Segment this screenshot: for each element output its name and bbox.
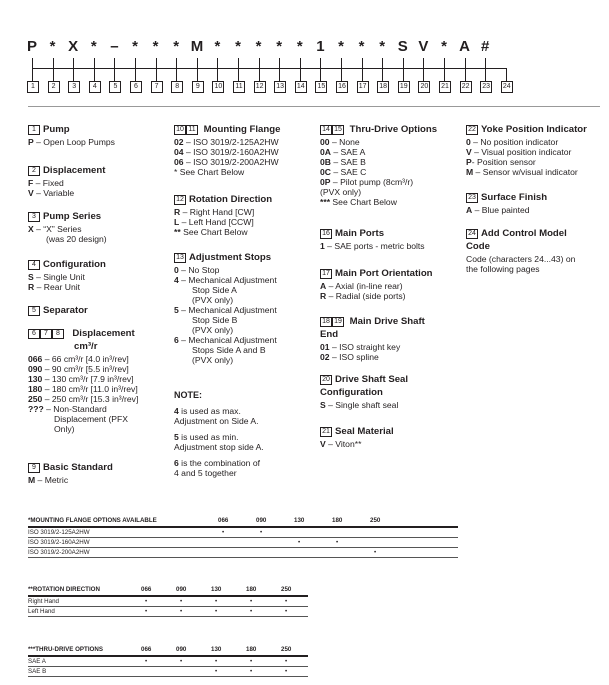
table-row-rule	[28, 557, 458, 558]
code-tick	[320, 68, 321, 81]
position-number-box: 23	[480, 81, 492, 93]
availability-dot: •	[145, 608, 148, 615]
table-row-label: SAE A	[28, 658, 46, 665]
position-number-box: 9	[192, 81, 204, 93]
section-port-orientation: 17 Main Port Orientation A – Axial (in-line rear) R – Radial (side ports)	[320, 268, 433, 301]
availability-dot: •	[374, 549, 377, 556]
code-tick	[156, 58, 157, 68]
code-tick	[382, 68, 383, 81]
position-number-box: 17	[357, 81, 369, 93]
code-tick	[341, 68, 342, 81]
position-number-box: 11	[233, 81, 245, 93]
availability-dot: •	[285, 598, 288, 605]
code-tick	[197, 68, 198, 81]
table-column-header: 180	[246, 586, 257, 593]
model-code-char: –	[110, 38, 119, 55]
code-tick	[176, 58, 177, 68]
table-header	[28, 585, 308, 594]
position-number-box: 15	[315, 81, 327, 93]
table-row-label: ISO 3019/2-160A2HW	[28, 539, 90, 546]
table-column-header: 066	[141, 586, 152, 593]
section-surface-finish: 23 Surface Finish A – Blue painted	[466, 192, 548, 215]
availability-dot: •	[145, 598, 148, 605]
code-tick	[423, 58, 424, 68]
availability-dot: •	[285, 608, 288, 615]
divider	[28, 106, 600, 107]
model-code-char: *	[379, 38, 386, 55]
position-number-box: 21	[439, 81, 451, 93]
position-number-box: 12	[254, 81, 266, 93]
table-header	[28, 645, 308, 654]
section-shaft-seal: 20 Drive Shaft Seal Configuration S – Single shaft seal	[320, 374, 409, 410]
position-number-box: 7	[151, 81, 163, 93]
table-header	[28, 516, 458, 525]
code-tick	[156, 68, 157, 81]
code-tick	[362, 58, 363, 68]
table-row-label: ISO 3019/2-200A2HW	[28, 549, 90, 556]
position-number-box: 5	[109, 81, 121, 93]
model-code-char: *	[276, 38, 283, 55]
availability-dot: •	[250, 658, 253, 665]
table-column-header: 066	[141, 646, 152, 653]
model-code-char: #	[481, 38, 490, 55]
table-row	[28, 667, 308, 676]
code-tick	[341, 58, 342, 68]
position-number-box: 14	[295, 81, 307, 93]
table-row	[28, 548, 458, 557]
position-number-box: 22	[460, 81, 472, 93]
section-thru-drive: 14 15 Thru-Drive Options 00 – None 0A – SAE A 0B – SAE B 0C – SAE C 0P – Pilot pump (8cm³/r) (PVX only) *** See Chart Below	[320, 124, 438, 207]
table-row-label: ISO 3019/2-125A2HW	[28, 529, 90, 536]
position-number-box: 24	[501, 81, 513, 93]
availability-dot: •	[336, 539, 339, 546]
model-code-char: *	[152, 38, 159, 55]
availability-dot: •	[215, 658, 218, 665]
table-title: **ROTATION DIRECTION	[28, 586, 100, 593]
section-mounting-flange: 10 11 Mounting Flange 02 – ISO 3019/2-125A2HW 04 – ISO 3019/2-160A2HW 06 – ISO 3019/2-200A2HW * See Chart Below	[174, 124, 281, 177]
code-tick	[279, 68, 280, 81]
availability-dot: •	[260, 529, 263, 536]
table-row-label: Left Hand	[28, 608, 55, 615]
section-adjustment-stops: 13 Adjustment Stops 0 – No Stop 4 – Mechanical Adjustment Stop Side A (PVX only) 5 – Mechanical Adjustment Stop Side B (PVX only) 6 – Mechanical Adjustment Stops Side A and B (PVX only)	[174, 252, 277, 365]
availability-dot: •	[250, 598, 253, 605]
code-tick	[32, 58, 33, 68]
code-tick	[197, 58, 198, 68]
code-tick	[279, 58, 280, 68]
table-column-header: 250	[370, 517, 381, 524]
code-tick	[403, 68, 404, 81]
code-tick	[94, 58, 95, 68]
code-tick	[382, 58, 383, 68]
code-tick	[53, 68, 54, 81]
code-tick	[73, 58, 74, 68]
model-code-char: *	[214, 38, 221, 55]
code-tick	[259, 68, 260, 81]
code-tick	[217, 58, 218, 68]
section-control-code: 24 Add Control Model Code Code (characters 24...43) on the following pages	[466, 228, 576, 274]
code-tick	[506, 68, 507, 81]
code-tick	[403, 58, 404, 68]
table-row-label: Right Hand	[28, 598, 59, 605]
availability-dot: •	[180, 658, 183, 665]
model-code-char: *	[441, 38, 447, 55]
table-column-header: 130	[294, 517, 305, 524]
section-basic-standard: 9 Basic Standard M – Metric	[28, 462, 113, 485]
code-tick	[135, 58, 136, 68]
position-number-box: 10	[212, 81, 224, 93]
model-code-char: *	[235, 38, 241, 55]
table-column-header: 090	[256, 517, 267, 524]
availability-dot: •	[215, 598, 218, 605]
code-tick	[135, 68, 136, 81]
position-number-box: 20	[418, 81, 430, 93]
table-column-header: 130	[211, 646, 222, 653]
table-mounting-flange	[28, 516, 458, 566]
model-code-char: M	[190, 38, 204, 55]
code-tick	[465, 58, 466, 68]
section-pump: 1 Pump P – Open Loop Pumps	[28, 124, 115, 147]
table-title: *MOUNTING FLANGE OPTIONS AVAILABLE	[28, 517, 157, 524]
availability-dot: •	[180, 598, 183, 605]
code-tick	[238, 58, 239, 68]
table-thru-drive	[28, 645, 308, 685]
availability-dot: •	[180, 608, 183, 615]
position-number-box: 3	[68, 81, 80, 93]
section-yoke: 22 Yoke Position Indicator 0 – No position indicator V – Visual position indicator P- Position sensor M – Sensor w/visual indicator	[466, 124, 587, 177]
section-displacement-cm: 6 7 8 Displacement cm³/r 066 – 66 cm³/r [4.0 in³/rev] 090 – 90 cm³/r [5.5 in³/rev] 130 – 130 cm³/r [7.9 in³/rev] 180 – 180 cm³/r [11.0 in³/rev] 250 – 250 cm³/r [15.3 in³/rev] ??? – Non-Standard Displacement (PFX Only)	[28, 328, 139, 434]
position-number-box: 4	[89, 81, 101, 93]
availability-dot: •	[215, 608, 218, 615]
model-code-char: P	[26, 38, 37, 55]
table-column-header: 180	[332, 517, 343, 524]
position-number-box: 6	[130, 81, 142, 93]
table-row	[28, 597, 308, 606]
table-row	[28, 657, 308, 666]
table-row	[28, 528, 458, 537]
section-seal-material: 21 Seal Material V – Viton**	[320, 426, 394, 449]
code-tick	[423, 68, 424, 81]
code-tick	[176, 68, 177, 81]
availability-dot: •	[298, 539, 301, 546]
position-number-box: 8	[171, 81, 183, 93]
model-code-char: *	[255, 38, 262, 55]
table-row	[28, 538, 458, 547]
model-code-char: *	[49, 38, 56, 55]
table-column-header: 180	[246, 646, 257, 653]
availability-dot: •	[215, 668, 218, 675]
model-code-char: *	[358, 38, 365, 55]
code-tick	[114, 68, 115, 81]
model-code-char: *	[132, 38, 138, 55]
model-code-char: S	[397, 38, 408, 55]
table-row-rule	[28, 616, 308, 617]
code-tick	[485, 58, 486, 68]
code-tick	[444, 68, 445, 81]
availability-dot: •	[285, 658, 288, 665]
code-tick	[300, 58, 301, 68]
availability-dot: •	[250, 608, 253, 615]
section-rotation: 12 Rotation Direction R – Right Hand [CW] L – Left Hand [CCW] ** See Chart Below	[174, 194, 273, 237]
model-code-char: X	[68, 38, 79, 55]
code-tick	[362, 68, 363, 81]
section-note: NOTE: 4 is used as max. Adjustment on Side A. 5 is used as min. Adjustment stop side A. 6 is the combination of 4 and 5 together	[174, 390, 264, 478]
table-column-header: 130	[211, 586, 222, 593]
code-tick	[53, 58, 54, 68]
table-column-header: 066	[218, 517, 229, 524]
position-number-box: 13	[274, 81, 286, 93]
section-displacement: 2 Displacement F – Fixed V – Variable	[28, 165, 106, 198]
code-tick	[114, 58, 115, 68]
code-tick	[485, 68, 486, 81]
availability-dot: •	[222, 529, 225, 536]
table-column-header: 090	[176, 646, 187, 653]
table-row-label: SAE B	[28, 668, 47, 675]
table-column-header: 250	[281, 586, 292, 593]
section-configuration: 4 Configuration S – Single Unit R – Rear Unit	[28, 259, 106, 292]
model-code-char: *	[173, 38, 180, 55]
model-code-char: V	[418, 38, 429, 55]
section-separator: 5 Separator	[28, 305, 168, 318]
model-code-char: A	[459, 38, 471, 55]
model-code-char: *	[90, 38, 97, 55]
code-tick	[300, 68, 301, 81]
position-number-box: 19	[398, 81, 410, 93]
section-drive-shaft: 18 19 Main Drive Shaft End 01 – ISO straight key 02 – ISO spline	[320, 316, 425, 362]
section-pump-series: 3 Pump Series X – “X” Series (was 20 design)	[28, 211, 107, 244]
position-number-box: 18	[377, 81, 389, 93]
table-column-header: 090	[176, 586, 187, 593]
table-row	[28, 607, 308, 616]
code-tick	[465, 68, 466, 81]
code-tick	[94, 68, 95, 81]
table-column-header: 250	[281, 646, 292, 653]
code-tick	[444, 58, 445, 68]
table-rotation-direction	[28, 585, 308, 625]
availability-dot: •	[285, 668, 288, 675]
code-tick	[320, 58, 321, 68]
availability-dot: •	[250, 668, 253, 675]
model-code-char: *	[338, 38, 344, 55]
code-tick	[238, 68, 239, 81]
position-number-box: 2	[48, 81, 60, 93]
position-number-box: 16	[336, 81, 348, 93]
model-code-char: *	[296, 38, 303, 55]
availability-dot: •	[145, 658, 148, 665]
code-tick	[217, 68, 218, 81]
code-tick	[259, 58, 260, 68]
table-title: ***THRU-DRIVE OPTIONS	[28, 646, 103, 653]
table-row-rule	[28, 676, 308, 677]
model-code-char: 1	[316, 38, 325, 55]
section-main-ports: 16 Main Ports 1 – SAE ports - metric bolts	[320, 228, 425, 251]
code-tick	[73, 68, 74, 81]
code-tick	[32, 68, 33, 81]
code-baseline	[32, 68, 506, 69]
position-number-box: 1	[27, 81, 39, 93]
